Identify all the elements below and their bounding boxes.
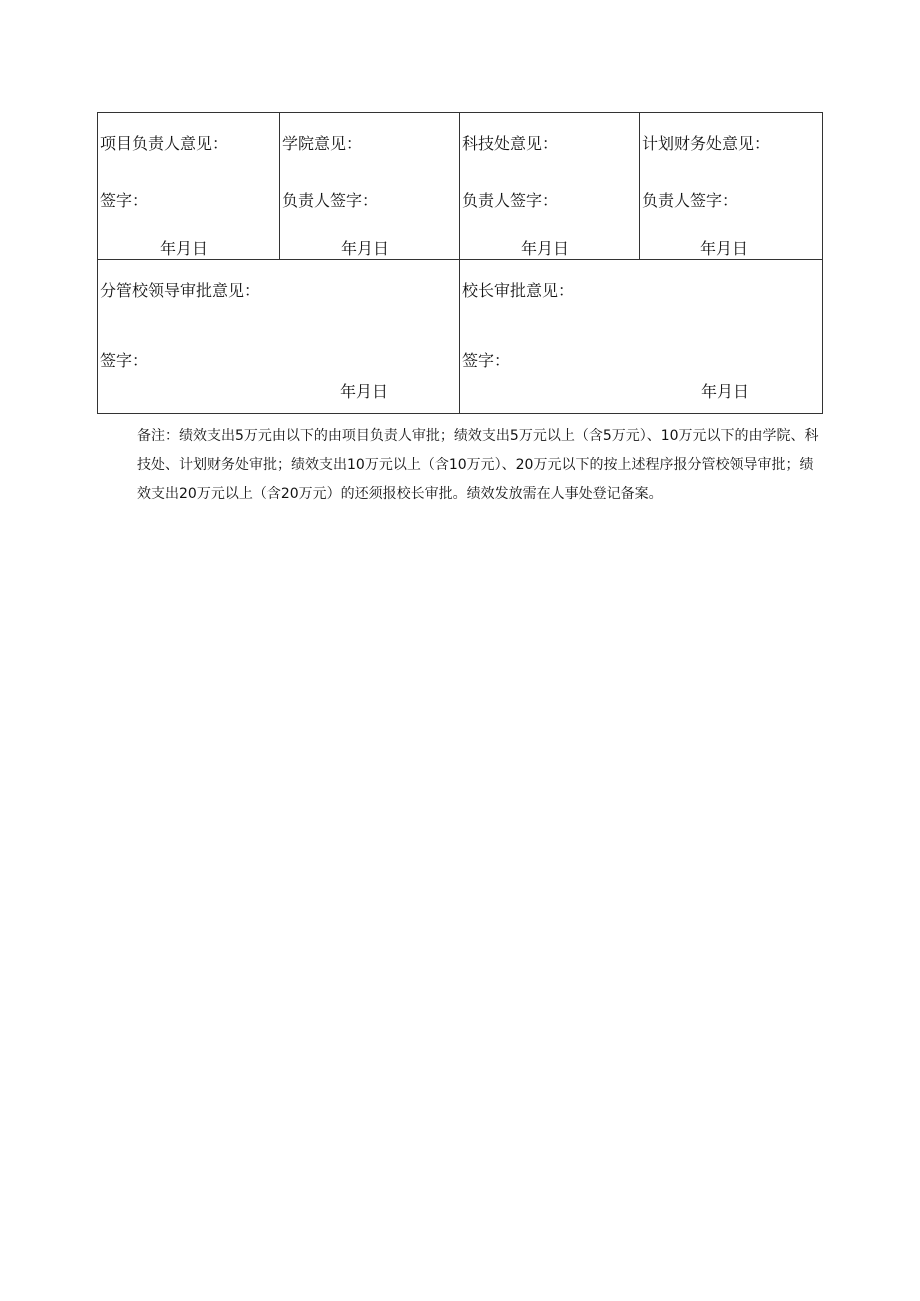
college-cell (280, 113, 460, 259)
college-opinion-label: 学院意见： (282, 134, 363, 153)
vice-president-opinion-label: 分管校领导审批意见： (100, 281, 261, 300)
remark-note: 备注：绩效支出5万元由以下的由项目负责人审批；绩效支出5万元以上（含5万元）、10万元以下的由学院、科技处、计划财务处审批；绩效支出10万元以上（含10万元）、20万元以下的按上述程序报分管校领导审批；绩效支出20万元以上（含20万元）的还须报校长审批。绩效发放需在人事处登记备案。 (137, 428, 819, 502)
project-leader-date-label: 年月日 (160, 239, 209, 258)
vice-president-sign-label: 签字： (100, 351, 149, 370)
sci-tech-office-date-label: 年月日 (521, 239, 570, 258)
finance-office-opinion-label: 计划财务处意见： (642, 134, 771, 153)
college-date-label: 年月日 (341, 239, 390, 258)
president-cell (460, 260, 822, 413)
finance-office-date-label: 年月日 (700, 239, 749, 258)
project-leader-sign-label: 签字： (100, 191, 149, 210)
vice-president-cell (98, 260, 460, 413)
finance-office-sign-label: 负责人签字： (642, 191, 739, 210)
finance-office-cell (640, 113, 822, 259)
president-opinion-label: 校长审批意见： (462, 281, 575, 300)
sci-tech-office-cell (460, 113, 640, 259)
vice-president-date-label: 年月日 (340, 382, 389, 401)
project-leader-opinion-label: 项目负责人意见： (100, 134, 229, 153)
sci-tech-office-sign-label: 负责人签字： (462, 191, 559, 210)
college-sign-label: 负责人签字： (282, 191, 379, 210)
approval-form-table (97, 112, 823, 414)
leader-approval-row (98, 260, 822, 413)
president-sign-label: 签字： (462, 351, 511, 370)
project-leader-cell (98, 113, 280, 259)
president-date-label: 年月日 (701, 382, 750, 401)
department-opinion-row (98, 113, 822, 260)
sci-tech-office-opinion-label: 科技处意见： (462, 134, 559, 153)
